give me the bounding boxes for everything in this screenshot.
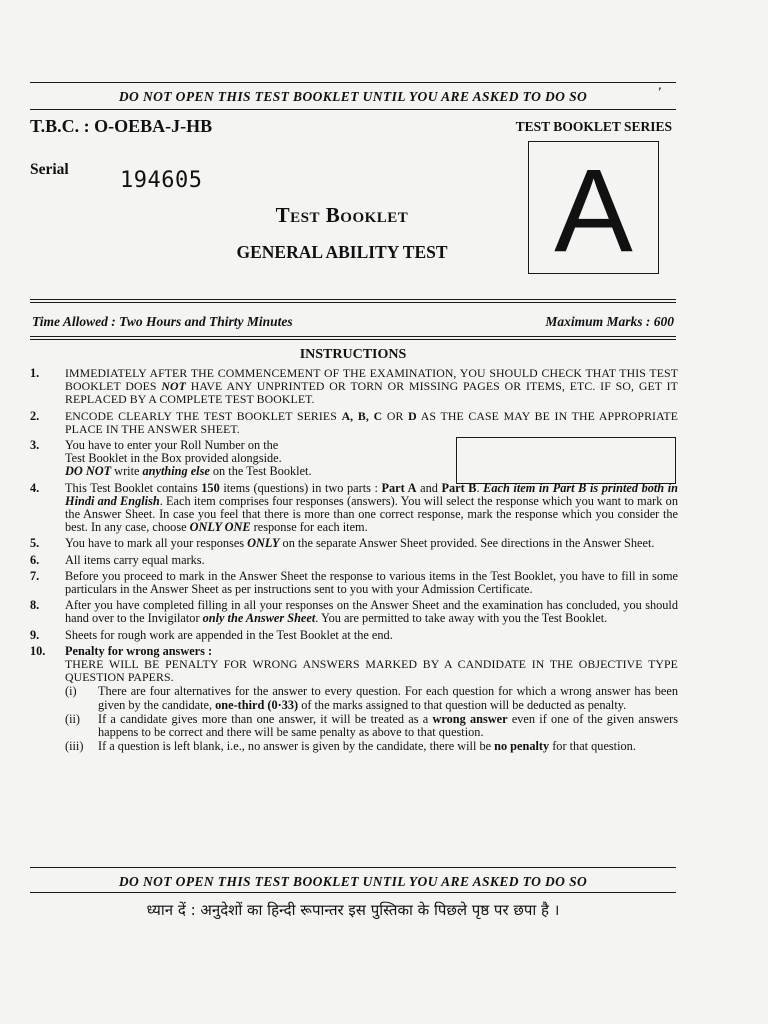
booklet-series-label: TEST BOOKLET SERIES xyxy=(515,119,672,134)
penalty-subitem: (i) There are four alternatives for the answer to every question. For each question for which a wrong answer has been given by the candidate, one-third (0·33) of the marks assigned to that question will be deducted as penalty. xyxy=(65,684,678,712)
instruction-item: 1. IMMEDIATELY AFTER THE COMMENCEMENT OF THE EXAMINATION, YOU SHOULD CHECK THAT THIS TEST BOOKLET DOES NOT HAVE ANY UNPRINTED OR TORN OR MISSING PAGES OR ITEMS, ETC. IF SO, GET IT REPLACED BY A COMPLETE TEST BOOKLET. xyxy=(30,366,678,407)
footer-bottom-rule xyxy=(30,892,676,893)
tbc-code: T.B.C. : O-OEBA-J-HB xyxy=(30,116,213,136)
hindi-note: ध्यान दें : अनुदेशों का हिन्दी रूपान्तर इस पुस्तिका के पिछले पृष्ठ पर छपा है । xyxy=(146,901,560,919)
time-allowed: Time Allowed : Two Hours and Thirty Minutes xyxy=(32,314,293,329)
serial-number: 194605 xyxy=(120,168,203,193)
instruction-item: 7. Before you proceed to mark in the Answer Sheet the response to various items in the Test Booklet, you have to fill in some particulars in the Answer Sheet as per instructions sent to you with your Admission Certificate. xyxy=(30,568,678,597)
penalty-subitem: (iii) If a question is left blank, i.e., no answer is given by the candidate, there will be no penalty for that question. xyxy=(65,739,636,754)
serial-label: Serial xyxy=(30,161,69,178)
penalty-subitem: (ii) If a candidate gives more than one answer, it will be treated as a wrong answer even if one of the given answers happens to be correct and there will be same penalty as above to that question. xyxy=(65,711,678,740)
meta-bottom-rule xyxy=(30,336,676,340)
top-warning: DO NOT OPEN THIS TEST BOOKLET UNTIL YOU ARE ASKED TO DO SO xyxy=(118,89,588,104)
page-title: Test Booklet xyxy=(275,203,409,227)
footer-top-rule xyxy=(30,867,676,868)
instruction-item: 8. After you have completed filling in all your responses on the Answer Sheet and the examination has concluded, you should hand over to the Invigilator only the Answer Sheet. You are permitted to take away with you the Test Booklet. xyxy=(30,598,678,626)
instruction-item: 4. This Test Booklet contains 150 items (questions) in two parts : Part A and Part B. Each item in Part B is printed both in Hindi and English. Each item comprises four responses (answers). You will select the response which you want to mark on the Answer Sheet. In case you feel that there is more than one correct response, mark the response which you consider the best. In any case, choose ONLY ONE response for each item. xyxy=(30,480,678,535)
roll-number-box[interactable] xyxy=(456,437,676,484)
meta-top-rule xyxy=(30,299,676,303)
header-rule xyxy=(30,109,676,110)
instruction-item: 5. You have to mark all your responses ONLY on the separate Answer Sheet provided. See directions in the Answer Sheet. xyxy=(30,536,655,551)
series-box xyxy=(528,141,659,277)
instruction-item: 9. Sheets for rough work are appended in the Test Booklet at the end. xyxy=(30,627,393,642)
page-subtitle: GENERAL ABILITY TEST xyxy=(236,242,448,262)
instructions-heading: INSTRUCTIONS xyxy=(299,347,407,362)
top-rule xyxy=(30,82,676,83)
instruction-item-penalty: 10. Penalty for wrong answers : THERE WILL BE PENALTY FOR WRONG ANSWERS MARKED BY A CANDIDATE IN THE OBJECTIVE TYPE QUESTION PAPERS. (i) There are four alternatives for the answer to every question. For each question for which a wrong answer has been given by the candidate, one-third (0·33) of the marks assigned to that question will be deducted as penalty. (ii) If a candidate gives more than one answer, it will be treated as a wrong answer even if one of the given answers happens to be correct and there will be same penalty as above to that question. (iii) If a question is left blank, i.e., no answer is given by the candidate, there will be no penalty for that question. xyxy=(30,643,678,754)
instruction-item: 2. ENCODE CLEARLY THE TEST BOOKLET SERIES A, B, C OR D AS THE CASE MAY BE IN THE APPROPRIATE PLACE IN THE ANSWER SHEET. xyxy=(30,408,679,436)
instruction-item: 6. All items carry equal marks. xyxy=(30,552,205,567)
pen-mark: ′ xyxy=(658,84,662,99)
series-letter: A xyxy=(554,144,633,277)
bottom-warning: DO NOT OPEN THIS TEST BOOKLET UNTIL YOU ARE ASKED TO DO SO xyxy=(118,874,588,889)
instructions-list xyxy=(30,367,678,756)
instruction-item: 3. You have to enter your Roll Number on the Test Booklet in the Box provided alongside. DO NOT write anything else on the Test Booklet. xyxy=(30,438,312,479)
max-marks: Maximum Marks : 600 xyxy=(545,314,674,329)
